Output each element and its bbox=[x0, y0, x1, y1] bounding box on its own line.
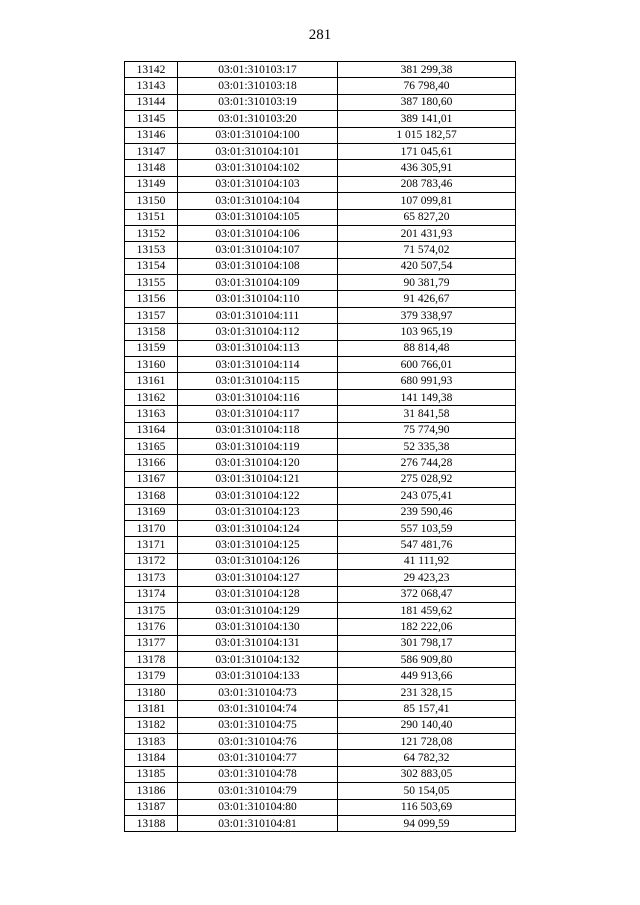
table-row bbox=[125, 193, 516, 209]
table-row bbox=[125, 209, 516, 225]
table-row bbox=[125, 389, 516, 405]
cadastral-number-cell: 03:01:310104:122 bbox=[178, 488, 338, 504]
cadastral-value-cell: 301 798,17 bbox=[338, 635, 516, 651]
cadastral-number-cell: 03:01:310104:107 bbox=[178, 242, 338, 258]
row-number-cell: 13161 bbox=[125, 373, 178, 389]
row-number-cell: 13185 bbox=[125, 766, 178, 782]
row-number-cell: 13162 bbox=[125, 389, 178, 405]
cadastral-number-cell: 03:01:310104:114 bbox=[178, 357, 338, 373]
row-number-cell: 13175 bbox=[125, 602, 178, 618]
row-number-cell: 13157 bbox=[125, 307, 178, 323]
cadastral-number-cell: 03:01:310104:111 bbox=[178, 307, 338, 323]
row-number-cell: 13142 bbox=[125, 62, 178, 78]
cadastral-value-cell: 182 222,06 bbox=[338, 619, 516, 635]
row-number-cell: 13163 bbox=[125, 406, 178, 422]
row-number-cell: 13188 bbox=[125, 815, 178, 831]
cadastral-number-cell: 03:01:310104:120 bbox=[178, 455, 338, 471]
row-number-cell: 13149 bbox=[125, 176, 178, 192]
row-number-cell: 13176 bbox=[125, 619, 178, 635]
cadastral-number-cell: 03:01:310104:125 bbox=[178, 537, 338, 553]
row-number-cell: 13153 bbox=[125, 242, 178, 258]
cadastral-value-cell: 29 423,23 bbox=[338, 570, 516, 586]
row-number-cell: 13181 bbox=[125, 701, 178, 717]
row-number-cell: 13171 bbox=[125, 537, 178, 553]
cadastral-number-cell: 03:01:310104:113 bbox=[178, 340, 338, 356]
table-row bbox=[125, 406, 516, 422]
cadastral-number-cell: 03:01:310104:76 bbox=[178, 734, 338, 750]
page-number: 281 bbox=[308, 27, 332, 43]
cadastral-value-cell: 379 338,97 bbox=[338, 307, 516, 323]
cadastral-number-cell: 03:01:310104:126 bbox=[178, 553, 338, 569]
row-number-cell: 13180 bbox=[125, 684, 178, 700]
cadastral-value-cell: 586 909,80 bbox=[338, 652, 516, 668]
cadastral-number-cell: 03:01:310104:102 bbox=[178, 160, 338, 176]
table-row bbox=[125, 62, 516, 78]
row-number-cell: 13148 bbox=[125, 160, 178, 176]
table-row bbox=[125, 799, 516, 815]
table-row bbox=[125, 602, 516, 618]
table-row bbox=[125, 586, 516, 602]
cadastral-value-table bbox=[124, 61, 516, 832]
table-row bbox=[125, 78, 516, 94]
cadastral-value-cell: 41 111,92 bbox=[338, 553, 516, 569]
cadastral-number-cell: 03:01:310104:105 bbox=[178, 209, 338, 225]
cadastral-value-cell: 121 728,08 bbox=[338, 734, 516, 750]
table-row bbox=[125, 717, 516, 733]
cadastral-number-cell: 03:01:310104:112 bbox=[178, 324, 338, 340]
cadastral-number-cell: 03:01:310104:100 bbox=[178, 127, 338, 143]
row-number-cell: 13146 bbox=[125, 127, 178, 143]
cadastral-value-cell: 276 744,28 bbox=[338, 455, 516, 471]
cadastral-number-cell: 03:01:310104:77 bbox=[178, 750, 338, 766]
row-number-cell: 13179 bbox=[125, 668, 178, 684]
cadastral-value-cell: 436 305,91 bbox=[338, 160, 516, 176]
cadastral-value-cell: 290 140,40 bbox=[338, 717, 516, 733]
cadastral-number-cell: 03:01:310104:118 bbox=[178, 422, 338, 438]
table-row bbox=[125, 111, 516, 127]
cadastral-value-cell: 275 028,92 bbox=[338, 471, 516, 487]
cadastral-number-cell: 03:01:310104:115 bbox=[178, 373, 338, 389]
cadastral-value-cell: 181 459,62 bbox=[338, 602, 516, 618]
cadastral-value-cell: 71 574,02 bbox=[338, 242, 516, 258]
table-row bbox=[125, 324, 516, 340]
cadastral-number-cell: 03:01:310104:129 bbox=[178, 602, 338, 618]
cadastral-value-cell: 88 814,48 bbox=[338, 340, 516, 356]
cadastral-value-cell: 231 328,15 bbox=[338, 684, 516, 700]
cadastral-number-cell: 03:01:310104:104 bbox=[178, 193, 338, 209]
table-row bbox=[125, 242, 516, 258]
cadastral-value-cell: 372 068,47 bbox=[338, 586, 516, 602]
cadastral-value-cell: 239 590,46 bbox=[338, 504, 516, 520]
row-number-cell: 13168 bbox=[125, 488, 178, 504]
row-number-cell: 13182 bbox=[125, 717, 178, 733]
cadastral-value-cell: 420 507,54 bbox=[338, 258, 516, 274]
row-number-cell: 13155 bbox=[125, 275, 178, 291]
table-row bbox=[125, 143, 516, 159]
cadastral-value-cell: 141 149,38 bbox=[338, 389, 516, 405]
table-row bbox=[125, 652, 516, 668]
cadastral-value-cell: 171 045,61 bbox=[338, 143, 516, 159]
cadastral-number-cell: 03:01:310103:20 bbox=[178, 111, 338, 127]
cadastral-value-cell: 389 141,01 bbox=[338, 111, 516, 127]
cadastral-value-cell: 1 015 182,57 bbox=[338, 127, 516, 143]
cadastral-value-cell: 557 103,59 bbox=[338, 520, 516, 536]
cadastral-number-cell: 03:01:310104:132 bbox=[178, 652, 338, 668]
cadastral-value-cell: 91 426,67 bbox=[338, 291, 516, 307]
row-number-cell: 13170 bbox=[125, 520, 178, 536]
row-number-cell: 13147 bbox=[125, 143, 178, 159]
row-number-cell: 13150 bbox=[125, 193, 178, 209]
cadastral-value-cell: 103 965,19 bbox=[338, 324, 516, 340]
cadastral-value-cell: 208 783,46 bbox=[338, 176, 516, 192]
cadastral-value-cell: 90 381,79 bbox=[338, 275, 516, 291]
table-row bbox=[125, 438, 516, 454]
table-row bbox=[125, 734, 516, 750]
cadastral-value-cell: 75 774,90 bbox=[338, 422, 516, 438]
cadastral-number-cell: 03:01:310104:73 bbox=[178, 684, 338, 700]
table-row bbox=[125, 340, 516, 356]
cadastral-number-cell: 03:01:310104:119 bbox=[178, 438, 338, 454]
cadastral-number-cell: 03:01:310104:130 bbox=[178, 619, 338, 635]
cadastral-number-cell: 03:01:310104:131 bbox=[178, 635, 338, 651]
table-row bbox=[125, 520, 516, 536]
table-row bbox=[125, 94, 516, 110]
cadastral-number-cell: 03:01:310104:123 bbox=[178, 504, 338, 520]
row-number-cell: 13151 bbox=[125, 209, 178, 225]
table-row bbox=[125, 373, 516, 389]
cadastral-number-cell: 03:01:310104:121 bbox=[178, 471, 338, 487]
table-row bbox=[125, 160, 516, 176]
cadastral-value-cell: 243 075,41 bbox=[338, 488, 516, 504]
cadastral-value-cell: 50 154,05 bbox=[338, 783, 516, 799]
table-row bbox=[125, 635, 516, 651]
cadastral-number-cell: 03:01:310104:128 bbox=[178, 586, 338, 602]
row-number-cell: 13172 bbox=[125, 553, 178, 569]
table-row bbox=[125, 537, 516, 553]
cadastral-value-cell: 116 503,69 bbox=[338, 799, 516, 815]
cadastral-number-cell: 03:01:310104:101 bbox=[178, 143, 338, 159]
cadastral-number-cell: 03:01:310104:106 bbox=[178, 225, 338, 241]
row-number-cell: 13173 bbox=[125, 570, 178, 586]
row-number-cell: 13187 bbox=[125, 799, 178, 815]
row-number-cell: 13144 bbox=[125, 94, 178, 110]
cadastral-number-cell: 03:01:310104:103 bbox=[178, 176, 338, 192]
row-number-cell: 13164 bbox=[125, 422, 178, 438]
table-row bbox=[125, 258, 516, 274]
cadastral-number-cell: 03:01:310104:116 bbox=[178, 389, 338, 405]
cadastral-number-cell: 03:01:310104:109 bbox=[178, 275, 338, 291]
cadastral-number-cell: 03:01:310103:19 bbox=[178, 94, 338, 110]
cadastral-number-cell: 03:01:310104:133 bbox=[178, 668, 338, 684]
table-row bbox=[125, 307, 516, 323]
cadastral-value-cell: 387 180,60 bbox=[338, 94, 516, 110]
cadastral-value-cell: 31 841,58 bbox=[338, 406, 516, 422]
table-row bbox=[125, 766, 516, 782]
row-number-cell: 13167 bbox=[125, 471, 178, 487]
row-number-cell: 13165 bbox=[125, 438, 178, 454]
cadastral-number-cell: 03:01:310104:75 bbox=[178, 717, 338, 733]
cadastral-value-cell: 94 099,59 bbox=[338, 815, 516, 831]
cadastral-value-cell: 107 099,81 bbox=[338, 193, 516, 209]
cadastral-number-cell: 03:01:310104:110 bbox=[178, 291, 338, 307]
table-row bbox=[125, 127, 516, 143]
table-row bbox=[125, 504, 516, 520]
row-number-cell: 13169 bbox=[125, 504, 178, 520]
cadastral-number-cell: 03:01:310104:78 bbox=[178, 766, 338, 782]
table-row bbox=[125, 815, 516, 831]
table-row bbox=[125, 357, 516, 373]
cadastral-number-cell: 03:01:310104:127 bbox=[178, 570, 338, 586]
row-number-cell: 13158 bbox=[125, 324, 178, 340]
cadastral-value-cell: 381 299,38 bbox=[338, 62, 516, 78]
cadastral-value-cell: 547 481,76 bbox=[338, 537, 516, 553]
row-number-cell: 13166 bbox=[125, 455, 178, 471]
cadastral-value-cell: 76 798,40 bbox=[338, 78, 516, 94]
cadastral-value-cell: 52 335,38 bbox=[338, 438, 516, 454]
table-row bbox=[125, 275, 516, 291]
cadastral-number-cell: 03:01:310104:81 bbox=[178, 815, 338, 831]
row-number-cell: 13174 bbox=[125, 586, 178, 602]
row-number-cell: 13177 bbox=[125, 635, 178, 651]
row-number-cell: 13145 bbox=[125, 111, 178, 127]
cadastral-number-cell: 03:01:310104:80 bbox=[178, 799, 338, 815]
cadastral-number-cell: 03:01:310104:108 bbox=[178, 258, 338, 274]
table-row bbox=[125, 701, 516, 717]
cadastral-value-cell: 680 991,93 bbox=[338, 373, 516, 389]
table-row bbox=[125, 176, 516, 192]
cadastral-number-cell: 03:01:310104:74 bbox=[178, 701, 338, 717]
cadastral-value-cell: 64 782,32 bbox=[338, 750, 516, 766]
table-row bbox=[125, 455, 516, 471]
table-body bbox=[125, 62, 516, 832]
table-row bbox=[125, 553, 516, 569]
table-row bbox=[125, 225, 516, 241]
table-row bbox=[125, 422, 516, 438]
cadastral-value-cell: 65 827,20 bbox=[338, 209, 516, 225]
row-number-cell: 13186 bbox=[125, 783, 178, 799]
cadastral-number-cell: 03:01:310104:117 bbox=[178, 406, 338, 422]
cadastral-value-cell: 302 883,05 bbox=[338, 766, 516, 782]
row-number-cell: 13152 bbox=[125, 225, 178, 241]
table-row bbox=[125, 783, 516, 799]
cadastral-value-cell: 600 766,01 bbox=[338, 357, 516, 373]
row-number-cell: 13159 bbox=[125, 340, 178, 356]
table-row bbox=[125, 488, 516, 504]
cadastral-value-cell: 85 157,41 bbox=[338, 701, 516, 717]
cadastral-value-cell: 449 913,66 bbox=[338, 668, 516, 684]
cadastral-number-cell: 03:01:310103:18 bbox=[178, 78, 338, 94]
row-number-cell: 13154 bbox=[125, 258, 178, 274]
row-number-cell: 13143 bbox=[125, 78, 178, 94]
table-row bbox=[125, 471, 516, 487]
row-number-cell: 13184 bbox=[125, 750, 178, 766]
table-row bbox=[125, 684, 516, 700]
cadastral-value-cell: 201 431,93 bbox=[338, 225, 516, 241]
row-number-cell: 13178 bbox=[125, 652, 178, 668]
row-number-cell: 13156 bbox=[125, 291, 178, 307]
row-number-cell: 13160 bbox=[125, 357, 178, 373]
table-row bbox=[125, 619, 516, 635]
table-row bbox=[125, 750, 516, 766]
table-row bbox=[125, 570, 516, 586]
table-row bbox=[125, 291, 516, 307]
cadastral-number-cell: 03:01:310104:124 bbox=[178, 520, 338, 536]
cadastral-number-cell: 03:01:310104:79 bbox=[178, 783, 338, 799]
row-number-cell: 13183 bbox=[125, 734, 178, 750]
table-row bbox=[125, 668, 516, 684]
cadastral-number-cell: 03:01:310103:17 bbox=[178, 62, 338, 78]
